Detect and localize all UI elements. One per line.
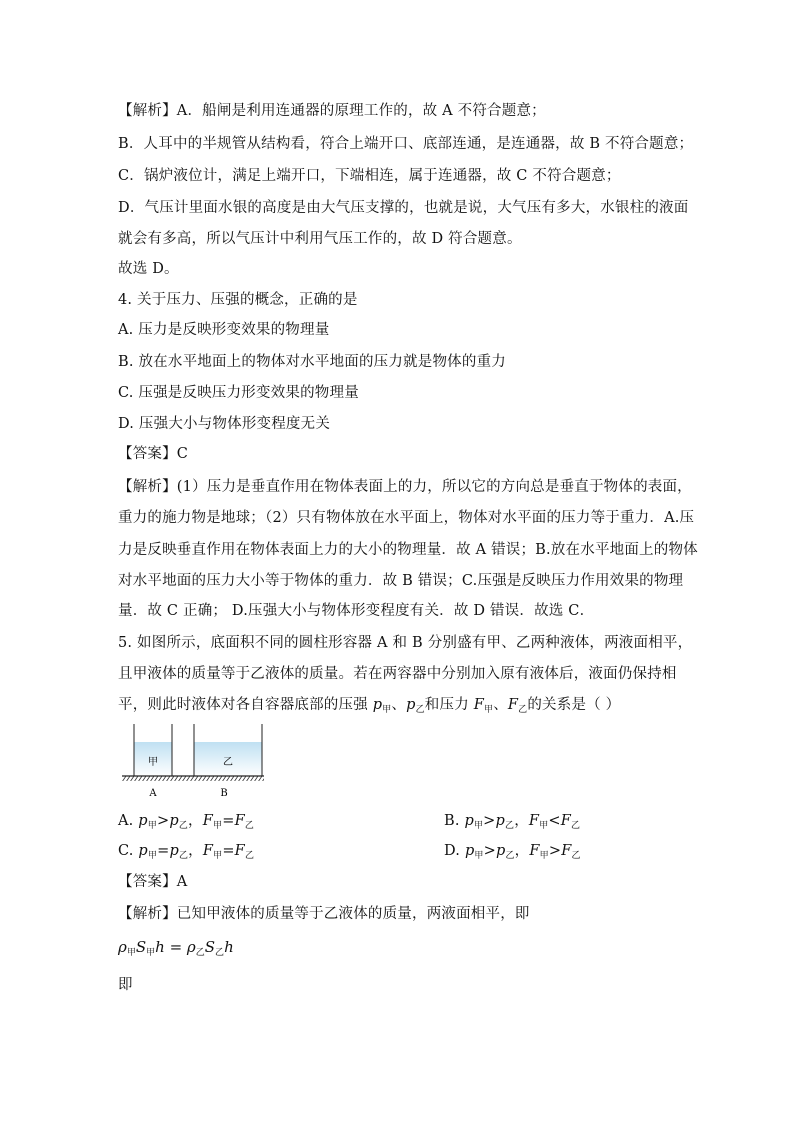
liquid-b-label: 乙 — [223, 757, 233, 768]
stem-text: 平，则此时液体对各自容器底部的压强 — [118, 697, 373, 713]
ground-hatch — [122, 776, 264, 781]
question-4-analysis-line: 对水平地面的压力大小等于物体的重力．故 B 错误；C.压强是反映压力作用效果的物理 — [118, 573, 684, 589]
analysis-line: 故选 D。 — [118, 261, 179, 277]
question-5-answer: 【答案】A — [118, 874, 188, 890]
question-5-stem-line: 5. 如图所示，底面积不同的圆柱形容器 A 和 B 分别盛有甲、乙两种液体，两液面相平， — [118, 635, 693, 651]
question-4-answer: 【答案】C — [118, 446, 189, 462]
question-5-option-d: D. $p_甲>p_乙$，$F_甲>F_乙$ — [444, 843, 581, 861]
question-4-stem: 4. 关于压力、压强的概念，正确的是 — [118, 292, 358, 308]
question-5-stem-line: 且甲液体的质量等于乙液体的质量。若在两容器中分别加入原有液体后，液面仍保持相 — [118, 666, 677, 682]
force-symbol: F — [473, 697, 484, 713]
subscript-jia: 甲 — [483, 705, 494, 715]
question-4-option-a: A. 压力是反映形变效果的物理量 — [118, 322, 330, 338]
subscript-yi: 乙 — [518, 705, 528, 715]
analysis-line: D．气压计里面水银的高度是由大气压支撑的，也就是说，大气压有多大，水银柱的液面 — [118, 200, 689, 216]
question-5-options-row — [118, 841, 678, 866]
question-5-then: 即 — [118, 977, 133, 993]
question-4-option-b: B. 放在水平地面上的物体对水平地面的压力就是物体的重力 — [118, 354, 506, 370]
question-4-analysis-line: 力是反映垂直作用在物体表面上力的大小的物理量．故 A 错误；B.放在水平地面上的物体 — [118, 542, 698, 558]
containers-figure — [118, 722, 268, 802]
stem-text: 的关系是（ ） — [527, 697, 621, 713]
analysis-line: C．锅炉液位计，满足上端开口，下端相连，属于连通器，故 C 不符合题意； — [118, 168, 621, 184]
question-4-analysis-line: 量．故 C 正确； D.压强大小与物体形变程度有关．故 D 错误．故选 C． — [118, 603, 595, 619]
subscript-yi: 乙 — [415, 705, 425, 715]
container-b-label: B — [220, 788, 228, 799]
question-5-option-a: A. $p_甲>p_乙$，$F_甲=F_乙$ — [118, 813, 255, 831]
question-4-option-d: D. 压强大小与物体形变程度无关 — [118, 416, 331, 432]
stem-text: 和压力 — [424, 697, 474, 713]
separator: 、 — [391, 697, 407, 713]
liquid-a-label: 甲 — [148, 757, 158, 768]
pressure-symbol: p — [372, 697, 383, 713]
question-5-stem-line — [118, 695, 678, 720]
question-4-analysis-line: 【解析】(1）压力是垂直作用在物体表面上的力，所以它的方向总是垂直于物体的表面， — [118, 479, 692, 495]
force-symbol: F — [507, 697, 519, 713]
question-5-analysis: 【解析】已知甲液体的质量等于乙液体的质量，两液面相平，即 — [118, 906, 530, 922]
density-formula: $\rho_甲S_甲h = \rho_乙S_乙h$ — [118, 938, 234, 958]
question-4-option-c: C. 压强是反映压力形变效果的物理量 — [118, 385, 359, 401]
analysis-line: 就会有多高，所以气压计中利用气压工作的，故 D 符合题意。 — [118, 231, 522, 247]
subscript-jia: 甲 — [382, 705, 392, 715]
analysis-line: B．人耳中的半规管从结构看，符合上端开口、底部连通，是连通器，故 B 不符合题意； — [118, 136, 694, 152]
question-5-options-row — [118, 811, 678, 836]
analysis-line: 【解析】A．船闸是利用连通器的原理工作的，故 A 不符合题意； — [118, 103, 546, 119]
question-5-option-c: C. $p_甲=p_乙$，$F_甲=F_乙$ — [118, 843, 255, 861]
separator: 、 — [493, 697, 508, 713]
question-5-option-b: B. $p_甲>p_乙$，$F_甲<F_乙$ — [444, 813, 581, 831]
pressure-symbol: p — [406, 697, 416, 713]
container-a-label: A — [149, 788, 157, 799]
question-4-analysis-line: 重力的施力物是地球；（2）只有物体放在水平面上，物体对水平面的压力等于重力．A.压 — [118, 510, 695, 526]
